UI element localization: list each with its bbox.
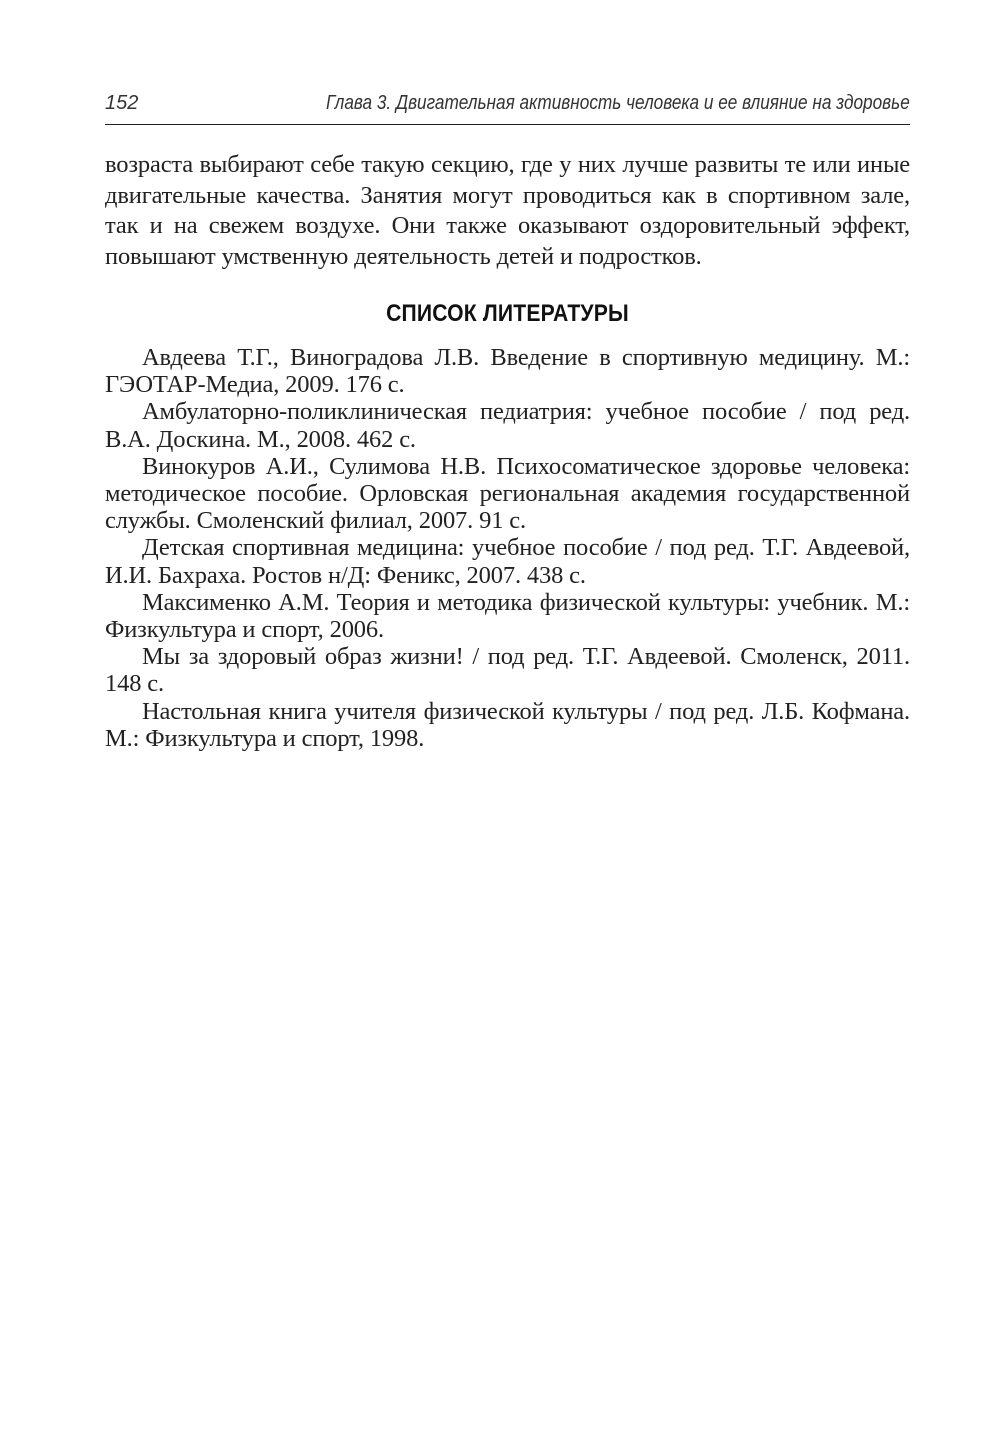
references-heading: СПИСОК ЛИТЕРАТУРЫ — [386, 300, 629, 327]
running-header — [105, 88, 910, 122]
reference-item: Амбулаторно-поликлиническая педиатрия: учебное пособие / под ред. В.А. Доскина. М., 2008. 462 с. — [105, 398, 910, 453]
reference-item: Настольная книга учителя физической культуры / под ред. Л.Б. Кофмана. М.: Физкультура и спорт, 1998. — [105, 697, 910, 752]
chapter-title: Глава 3. Двигательная активность человека и ее влияние на здоровье — [326, 92, 910, 114]
header-divider — [105, 124, 910, 125]
page-number: 152 — [105, 92, 139, 114]
reference-item: Детская спортивная медицина: учебное пособие / под ред. Т.Г. Авдеевой, И.И. Бахраха. Ростов н/Д: Феникс, 2007. 438 с. — [105, 534, 910, 589]
reference-item: Мы за здоровый образ жизни! / под ред. Т.Г. Авдеевой. Смоленск, 2011. 148 с. — [105, 643, 910, 698]
reference-item: Винокуров А.И., Сулимова Н.В. Психосоматическое здоровье человека: методическое пособие. Орловская региональная академия государственной службы. Смоленский филиал, 2007. 91 с. — [105, 452, 910, 535]
reference-item: Авдеева Т.Г., Виноградова Л.В. Введение в спортивную медицину. М.: ГЭОТАР-Медиа, 2009. 176 с. — [105, 344, 910, 399]
body-paragraph: возраста выбирают себе такую секцию, где у них лучше развиты те или иные двигательные качества. Занятия могут проводиться как в спортивном зале, так и на свежем воздухе. Они также оказывают оздоровительный эффект, повышают умственную деятельность детей и подростков. — [105, 151, 910, 270]
reference-item: Максименко А.М. Теория и методика физической культуры: учебник. М.: Физкультура и спорт, 2006. — [105, 588, 910, 644]
references-list — [105, 344, 910, 752]
